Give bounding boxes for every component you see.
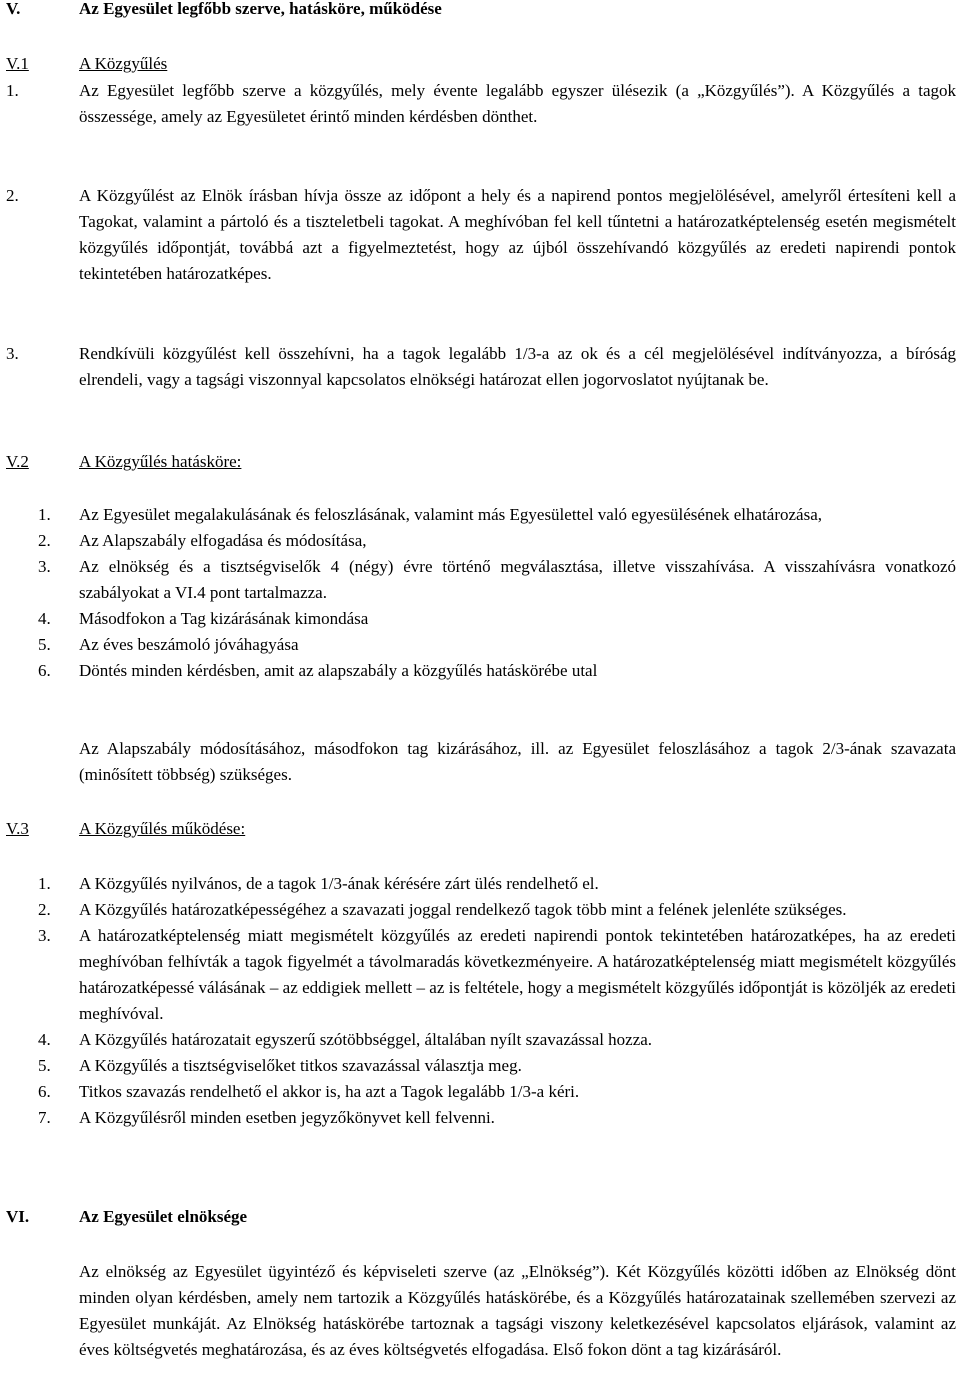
- item-text: Az elnökség és a tisztségviselők 4 (négy) évre történő megválasztása, illetve visszahívása. A visszahívásra vonatkozó szabályokat a VI.4 pont tartalmazza.: [79, 557, 956, 602]
- item-text: A Közgyűlés határozatait egyszerű szótöbbséggel, általában nyílt szavazással hozza.: [79, 1030, 653, 1049]
- item-number: 2.: [38, 900, 51, 919]
- list-item: [0, 632, 960, 658]
- item-text: A határozatképtelenség miatt megismételt közgyűlés az eredeti napirendi pontok tekintetében határozatképes, ha az eredeti meghívóban felhívták a tagok figyelmét a távolmaradás következményeire. A határozatképtelenség miatt megismételt közgyűlés határozatképessé válásának – az eddigiek mellett – az is feltétele, hogy a megismételt közgyűlés időpontját is közöljék az eredeti meghívóval.: [79, 926, 956, 1023]
- section-vi-heading: [0, 1204, 960, 1230]
- list-item: [0, 1053, 960, 1079]
- item-number: 4.: [38, 609, 51, 628]
- item-number: 2.: [6, 186, 19, 205]
- section-v1-item-3: [0, 341, 960, 393]
- section-v1-item-2: [0, 183, 960, 287]
- section-v2-list: [0, 502, 960, 684]
- section-title: A Közgyűlés működése:: [79, 819, 246, 838]
- item-number: 3.: [38, 557, 51, 576]
- section-v1-item-1: [0, 78, 960, 130]
- item-number: 5.: [38, 635, 51, 654]
- section-v3-heading: [0, 816, 960, 842]
- item-number: 2.: [38, 531, 51, 550]
- item-text: A Közgyűlés határozatképességéhez a szavazati joggal rendelkező tagok több mint a felének jelenléte szükséges.: [79, 900, 847, 919]
- item-number: 5.: [38, 1056, 51, 1075]
- item-number: 7.: [38, 1108, 51, 1127]
- list-item: [0, 1027, 960, 1053]
- item-text: A Közgyűlésről minden esetben jegyzőkönyvet kell felvenni.: [79, 1108, 495, 1127]
- item-text: A Közgyűlés a tisztségviselőket titkos szavazással választja meg.: [79, 1056, 522, 1075]
- list-item: [0, 923, 960, 1027]
- paragraph-text: Az elnökség az Egyesület ügyintéző és képviseleti szerve (az „Elnökség”). Két Közgyűlés közötti időben az Elnökség dönt minden olyan kérdésben, amely nem tartozik a Közgyűlés hatáskörébe, és a Közgyűlés határozatainak szellemében szervezi az Egyesület munkáját. Az Elnökség hatáskörébe tartoznak a tagsági viszony keletkezésével kapcsolatos eljárások, valamint az éves költségvetés meghatározása, és az éves költségvetés elfogadása. Első fokon dönt a tag kizárásáról.: [79, 1262, 956, 1359]
- section-number: V.2: [6, 452, 29, 471]
- section-title: Az Egyesület elnöksége: [79, 1207, 248, 1226]
- section-number: V.: [6, 0, 21, 18]
- item-text: A Közgyűlés nyilvános, de a tagok 1/3-ának kérésére zárt ülés rendelhető el.: [79, 874, 599, 893]
- note-text: Az Alapszabály módosításához, másodfokon tag kizárásához, ill. az Egyesület feloszlásához a tagok 2/3-ának szavazata (minősített többség) szükséges.: [79, 739, 956, 784]
- item-number: 1.: [6, 81, 19, 100]
- list-item: [0, 1105, 960, 1131]
- section-number: V.1: [6, 54, 29, 73]
- item-text: Az Egyesület megalakulásának és feloszlásának, valamint más Egyesülettel való egyesülésének elhatározása,: [79, 505, 822, 524]
- list-item: [0, 528, 960, 554]
- item-number: 6.: [38, 661, 51, 680]
- item-number: 4.: [38, 1030, 51, 1049]
- item-text: Döntés minden kérdésben, amit az alapszabály a közgyűlés hatáskörébe utal: [79, 661, 598, 680]
- item-number: 3.: [38, 926, 51, 945]
- item-text: Titkos szavazás rendelhető el akkor is, ha azt a Tagok legalább 1/3-a kéri.: [79, 1082, 580, 1101]
- list-item: [0, 554, 960, 606]
- item-text: Az éves beszámoló jóváhagyása: [79, 635, 299, 654]
- list-item: [0, 1079, 960, 1105]
- section-title: Az Egyesület legfőbb szerve, hatásköre, működése: [79, 0, 442, 18]
- item-number: 1.: [38, 505, 51, 524]
- item-text: Az Alapszabály elfogadása és módosítása,: [79, 531, 367, 550]
- list-item: [0, 897, 960, 923]
- section-v2-note: [0, 736, 960, 788]
- section-vi-paragraph: [0, 1259, 960, 1363]
- item-number: 3.: [6, 344, 19, 363]
- section-title: A Közgyűlés hatásköre:: [79, 452, 242, 471]
- item-text: Az Egyesület legfőbb szerve a közgyűlés, mely évente legalább egyszer ülésezik (a „Közgyűlés”). A Közgyűlés a tagok összessége, amely az Egyesületet érintő minden kérdésben dönthet.: [79, 81, 956, 126]
- section-v2-heading: [0, 449, 960, 475]
- list-item: [0, 658, 960, 684]
- list-item: [0, 871, 960, 897]
- section-number: V.3: [6, 819, 29, 838]
- item-number: 6.: [38, 1082, 51, 1101]
- item-text: Rendkívüli közgyűlést kell összehívni, ha a tagok legalább 1/3-a az ok és a cél megjelölésével indítványozza, a bíróság elrendeli, vagy a tagsági viszonnyal kapcsolatos elnökségi határozat ellen jogorvoslatot nyújtanak be.: [79, 344, 956, 389]
- list-item: [0, 502, 960, 528]
- section-title: A Közgyűlés: [79, 54, 168, 73]
- section-number: VI.: [6, 1207, 30, 1226]
- section-v-heading: [0, 0, 960, 22]
- section-v1-heading: [0, 51, 960, 77]
- section-v3-list: [0, 871, 960, 1131]
- list-item: [0, 606, 960, 632]
- item-text: Másodfokon a Tag kizárásának kimondása: [79, 609, 369, 628]
- item-text: A Közgyűlést az Elnök írásban hívja össze az időpont a hely és a napirend pontos megjelölésével, amelyről értesíteni kell a Tagokat, valamint a pártoló és a tiszteletbeli tagokat. A meghívóban fel kell tűntetni a határozatképtelenség esetén megismételt közgyűlés időpontját, továbbá azt a figyelmeztetést, hogy az újból összehívandó közgyűlés az eredeti napirendi pontok tekintetében határozatképes.: [79, 186, 956, 283]
- item-number: 1.: [38, 874, 51, 893]
